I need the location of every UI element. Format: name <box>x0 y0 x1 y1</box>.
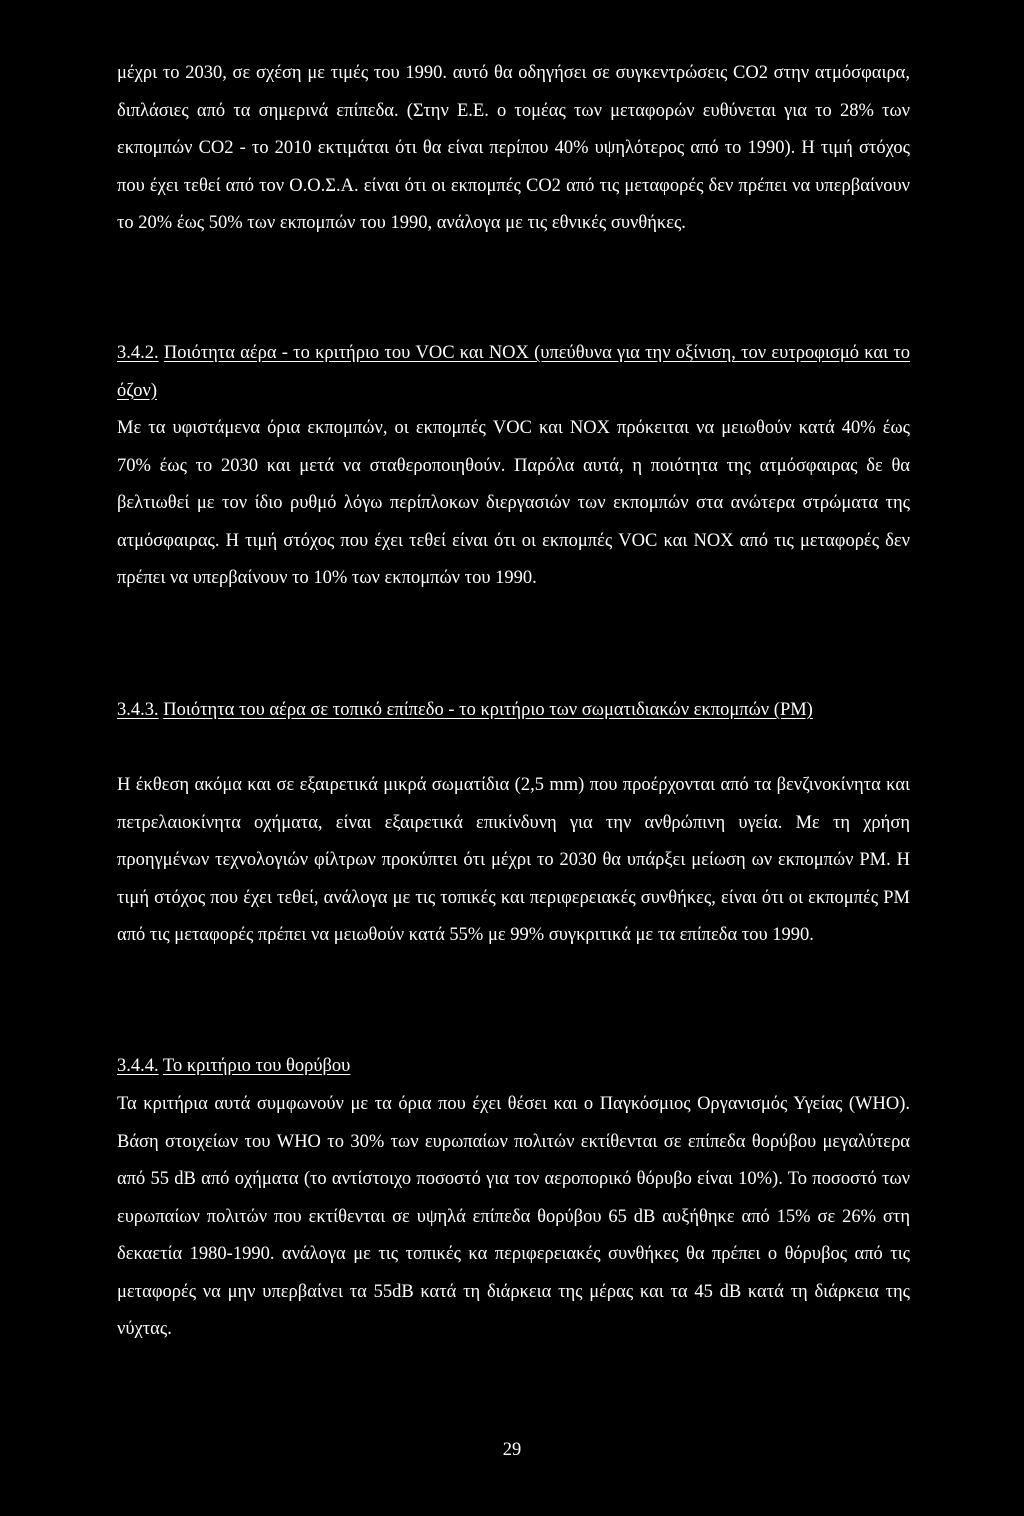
section-title: Το κριτήριο του θορύβου <box>162 1056 351 1076</box>
section-body-3-4-4: Τα κριτήρια αυτά συμφωνούν με τα όρια που έχει θέσει και ο Παγκόσμιος Οργανισμός Υγείας (WHO). Βάση στοιχείων του WHO το 30% των ευρωπαίων πολιτών εκτίθενται σε επίπεδα θορύβου μεγαλύτερα από 55 dB από οχήματα (το αντίστοιχο ποσοστό για τον αεροπορικό θόρυβο είναι 10%). Το ποσοστό των ευρωπαίων πολιτών που εκτίθενται σε υψηλά επίπεδα θορύβου 65 dB αυξήθηκε από 15% σε 26% στη δεκαετία 1980-1990. ανάλογα με τις τοπικές κα περιφερειακές συνθήκες θα πρέπει ο θόρυβος από τις μεταφορές να μην υπερβαίνει τα 55dB κατά τη διάρκεια της μέρας και τα 45 dB κατά τη διάρκεια της νύχτας. <box>117 1094 910 1339</box>
page-number: 29 <box>502 1440 522 1460</box>
section-number: 3.4.4. <box>117 1056 159 1076</box>
section-heading-3-4-4 <box>117 1048 910 1086</box>
section-body-3-4-2: Με τα υφιστάμενα όρια εκπομπών, οι εκπομπές VOC και NOX πρόκειται να μειωθούν κατά 40% έως 70% έως το 2030 και μετά να σταθεροποιηθούν. Παρόλα αυτά, η ποιότητα της ατμόσφαιρας δε θα βελτιωθεί με τον ίδιο ρυθμό λόγω περίπλοκων διεργασιών των εκπομπών στα ανώτερα στρώματα της ατμόσφαιρας. Η τιμή στόχος που έχει τεθεί είναι ότι οι εκπομπές VOC και NOX από τις μεταφορές δεν πρέπει να υπερβαίνουν το 10% των εκπομπών του 1990. <box>117 418 910 588</box>
section-heading-3-4-3 <box>117 692 910 730</box>
section-number: 3.4.2. <box>117 343 159 363</box>
section-body-3-4-3: Η έκθεση ακόμα και σε εξαιρετικά μικρά σωματίδια (2,5 mm) που προέρχονται από τα βενζινοκίνητα και πετρελαιοκίνητα οχήματα, είναι εξαιρετικά επικίνδυνη για την ανθρώπινη υγεία. Με τη χρήση προηγμένων τεχνολογιών φίλτρων προκύπτει ότι μέχρι το 2030 θα υπάρξει μείωση ων εκπομπών PM. Η τιμή στόχος που έχει τεθεί, ανάλογα με τις τοπικές και περιφερειακές συνθήκες, είναι ότι οι εκπομπές PM από τις μεταφορές πρέπει να μειωθούν κατά 55% με 99% συγκριτικά με τα επίπεδα του 1990. <box>117 775 910 945</box>
section-heading-3-4-2 <box>117 335 910 410</box>
section-title: Ποιότητα του αέρα σε τοπικό επίπεδο - το κριτήριο των σωματιδιακών εκπομπών (PM) <box>163 700 813 720</box>
section-title: Ποιότητα αέρα - το κριτήριο του VOC και NOX (υπεύθυνα για την οξίνιση, τον ευτροφισμό και το όζον) <box>117 343 911 401</box>
section-number: 3.4.3. <box>117 700 159 720</box>
intro-paragraph: μέχρι το 2030, σε σχέση με τιμές του 1990. αυτό θα οδηγήσει σε συγκεντρώσεις CO2 στην ατμόσφαιρα, διπλάσιες από τα σημερινά επίπεδα. (Στην Ε.Ε. ο τομέας των μεταφορών ευθύνεται για το 28% των εκπομπών CO2 - το 2010 εκτιμάται ότι θα είναι περίπου 40% υψηλότερος από το 1990). Η τιμή στόχος που έχει τεθεί από τον Ο.Ο.Σ.Α. είναι ότι οι εκπομπές CO2 από τις μεταφορές δεν πρέπει να υπερβαίνουν το 20% έως 50% των εκπομπών του 1990, ανάλογα με τις εθνικές συνθήκες. <box>117 63 910 233</box>
